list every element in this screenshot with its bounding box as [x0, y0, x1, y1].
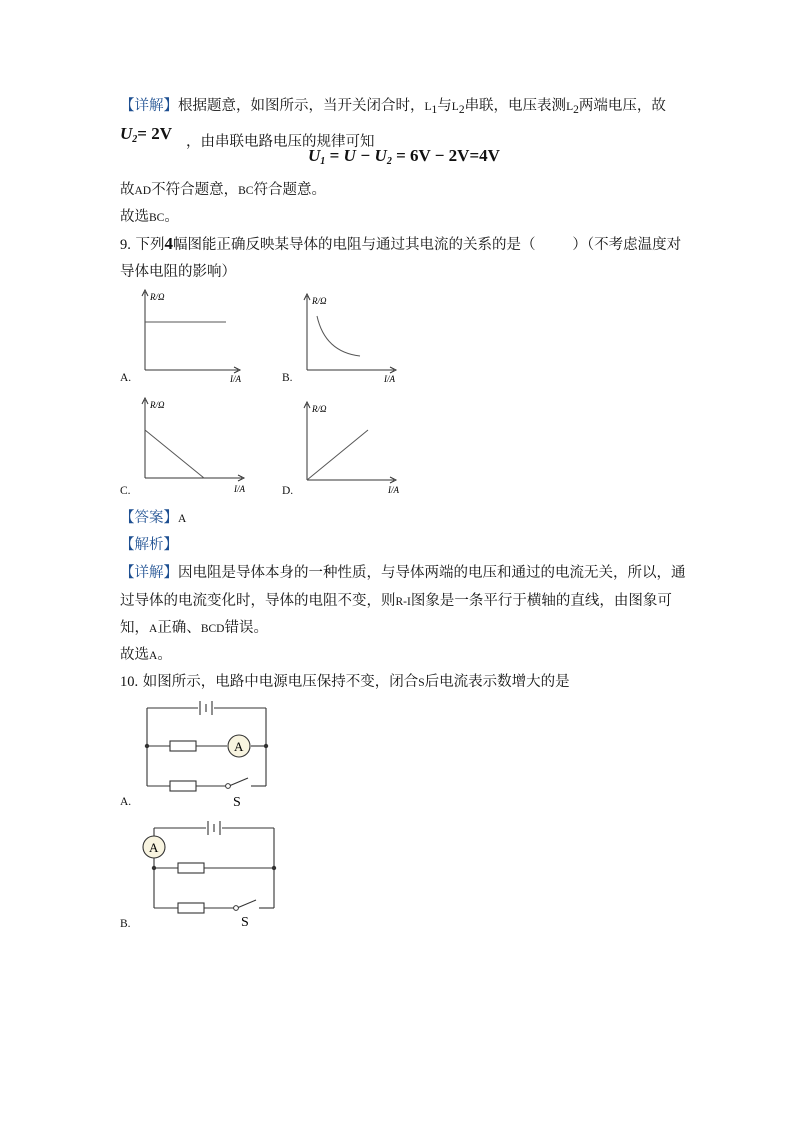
graph-c-xlabel: I/A	[234, 484, 245, 494]
graph-b-curve	[317, 316, 360, 356]
graph-d	[300, 398, 410, 498]
answer-value: A	[178, 513, 187, 525]
detail2-line-2: 过导体的电流变化时，导体的电阻不变，则R-I图象是一条平行于横轴的直线，由图象可	[120, 593, 672, 609]
question-9: 9. 下列4幅图能正确反映某导体的电阻与通过其电流的关系的是（ ）（不考虑温度对	[120, 234, 682, 253]
choice-line-2: 故选A。	[120, 647, 172, 663]
circuit-b-label: B.	[120, 918, 131, 930]
choice-line-1: 故选BC。	[120, 209, 179, 225]
graph-b	[300, 290, 410, 386]
question-9-line-2: 导体电阻的影响）	[120, 264, 236, 280]
ammeter-label: A	[234, 739, 244, 754]
switch-label: S	[241, 915, 249, 930]
graph-b-xlabel: I/A	[384, 374, 395, 384]
graph-a	[138, 286, 258, 382]
graph-a-label: A.	[120, 372, 132, 384]
graph-a-ylabel: R/Ω	[150, 292, 165, 302]
resistor-1	[170, 741, 196, 751]
graph-d-xlabel: I/A	[388, 485, 399, 495]
switch-blade	[229, 778, 248, 786]
ammeter-label: A	[149, 840, 159, 855]
detail-line-1: 【详解】根据题意，如图所示，当开关闭合时，$L_1$与$L_2$串联，电压表测$L_2$两端电压，故	[120, 98, 666, 116]
question-10: 10. 如图所示，电路中电源电压保持不变，闭合S后电流表示数增大的是	[120, 674, 570, 690]
answer-line: 【答案】A	[120, 510, 187, 526]
switch-blade	[237, 900, 256, 908]
detail2-line-3: 知，A正确、BCD错误。	[120, 620, 268, 636]
detail-tag: 【详解】	[120, 98, 178, 114]
graph-b-label: B.	[282, 372, 293, 384]
graph-a-xlabel: I/A	[230, 374, 241, 382]
circuit-a	[140, 698, 280, 810]
graph-c-label: C.	[120, 485, 131, 497]
graph-b-ylabel: R/Ω	[312, 296, 327, 306]
graph-d-ylabel: R/Ω	[312, 404, 327, 414]
formula-u1: $U_1 = U - U_2 = 6V - 2V=4V$	[308, 146, 500, 167]
detail2-line-1: 【详解】因电阻是导体本身的一种性质，与导体两端的电压和通过的电流无关，所以，通	[120, 565, 686, 581]
analysis-tag: 【解析】	[120, 537, 178, 553]
graph-c-curve	[145, 430, 204, 478]
resistor-2	[170, 781, 196, 791]
graph-d-label: D.	[282, 485, 294, 497]
formula-u2: $U_2= 2V$	[120, 124, 172, 145]
resistor-2	[178, 903, 204, 913]
detail-line-2: ，由串联电路电压的规律可知	[186, 134, 375, 150]
graph-c-ylabel: R/Ω	[150, 400, 165, 410]
switch-label: S	[233, 795, 241, 810]
conclusion-line: 故AD不符合题意，BC符合题意。	[120, 182, 326, 198]
graph-c	[138, 394, 258, 494]
circuit-a-label: A.	[120, 796, 132, 808]
resistor-1	[178, 863, 204, 873]
graph-d-curve	[307, 430, 368, 480]
circuit-b	[140, 818, 285, 930]
